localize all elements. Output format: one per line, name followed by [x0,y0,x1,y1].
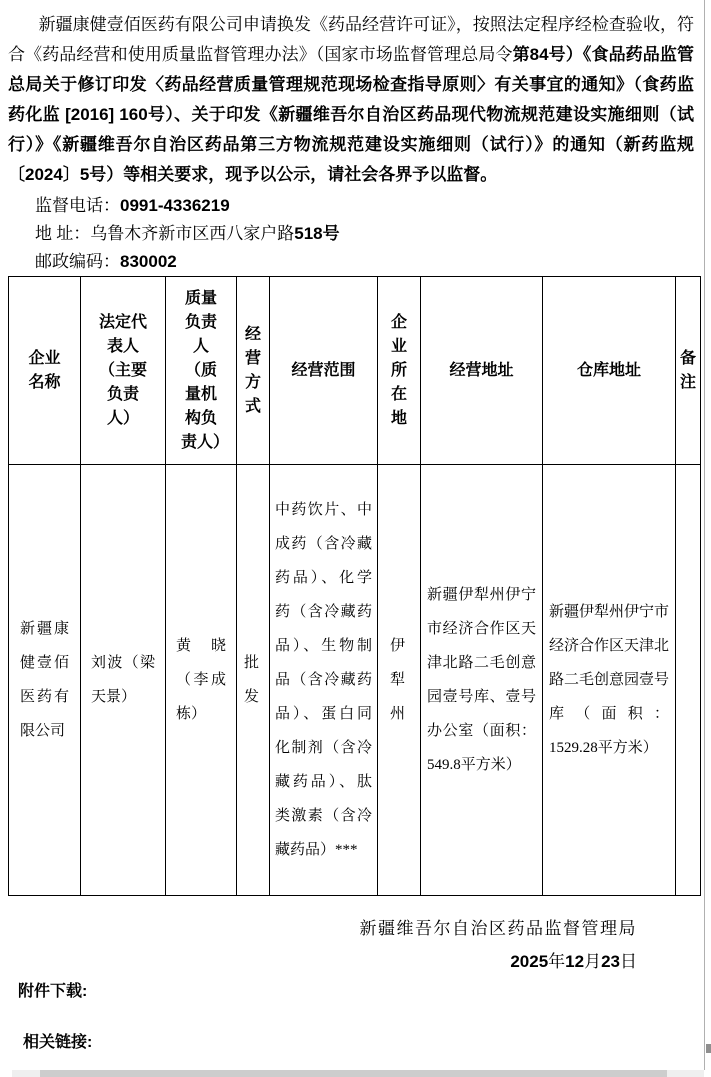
license-table [8,276,701,896]
address-text: 乌鲁木齐新市区西八家户路 [90,224,295,243]
intro-text-part1: 新疆康健壹佰医药有限公司申请换发《药品经营许可证》，按照法定程序经检查验收，符合《药品经营和使用质量监督管理办法》（国家市场监督管理总局令 [8,15,694,64]
address-label: 地 址： [35,224,91,243]
contact-block [8,192,703,276]
col-header-company-name: 企业名称 [9,277,81,465]
phone-label: 监督电话： [35,196,120,215]
attachments-label: 附件下载: [18,983,88,1000]
col-header-remark: 备注 [676,277,701,465]
date-day-unit: 日 [620,952,637,971]
table-header-row [9,277,701,465]
intro-text-part2: 第84号）《食品药品监管总局关于修订印发〈药品经营质量管理规范现场检查指导原则〉有关事宜的通知》（食药监药化监 [2016] 160号）、关于印发《新疆维吾尔自治区药品现代物流规范建设实施细则（试行）》《新疆维吾尔自治区药品第三方物流规范建设实施细则（试行）》的通知（新药监规〔2024〕5号）等相关要求，现予以公示，请社会各界予以监督。 [8,45,694,184]
postcode-label: 邮政编码： [35,252,120,271]
address-line [8,220,703,248]
table-data-row [9,465,701,896]
related-links-label: 相关链接: [23,1034,93,1051]
address-number: 518号 [294,224,340,243]
signature-block [8,916,703,974]
cell-warehouse-address: 新疆伊犁州伊宁市经济合作区天津北路二毛创意园壹号库（面积：1529.28平方米） [543,465,676,896]
cell-legal-rep: 刘波（梁天景） [81,465,166,896]
col-header-business-address: 经营地址 [421,277,543,465]
col-header-business-mode: 经营方式 [237,277,270,465]
postcode-line [8,248,703,276]
col-header-legal-rep: 法定代表人（主要负责人） [81,277,166,465]
cell-location: 伊犁州 [378,465,421,896]
cell-business-address: 新疆伊犁州伊宁市经济合作区天津北路二毛创意园壹号库、壹号办公室（面积：549.8平方米） [421,465,543,896]
vertical-scrollbar-thumb[interactable] [706,1044,711,1053]
cell-quality-manager: 黄晓（李成栋） [166,465,237,896]
issuing-agency: 新疆维吾尔自治区药品监督管理局 [359,919,637,938]
phone-value: 0991-4336219 [120,196,230,215]
col-header-quality-manager: 质量负责人（质量机构负责人） [166,277,237,465]
horizontal-scrollbar-thumb[interactable] [40,1070,667,1077]
date-month: 12 [565,952,585,971]
date-month-unit: 月 [584,952,602,971]
col-header-location: 企业所在地 [378,277,421,465]
date-day: 23 [601,952,620,971]
cell-company-name: 新疆康健壹佰医药有限公司 [9,465,81,896]
date-year: 2025 [510,952,549,971]
cell-business-mode: 批发 [237,465,270,896]
cell-business-scope: 中药饮片、中成药（含冷藏药品）、化学药（含冷藏药品）、生物制品（含冷藏药品）、蛋白同化制剂（含冷藏药品）、肽类激素（含冷藏药品）*** [270,465,378,896]
cell-remark [676,465,701,896]
supervision-phone-line [8,192,703,220]
intro-paragraph [8,10,694,190]
date-year-unit: 年 [548,952,566,971]
content-right-border [704,0,705,1070]
issue-date [8,950,637,974]
postcode-value: 830002 [120,252,177,271]
col-header-warehouse-address: 仓库地址 [543,277,676,465]
col-header-business-scope: 经营范围 [270,277,378,465]
